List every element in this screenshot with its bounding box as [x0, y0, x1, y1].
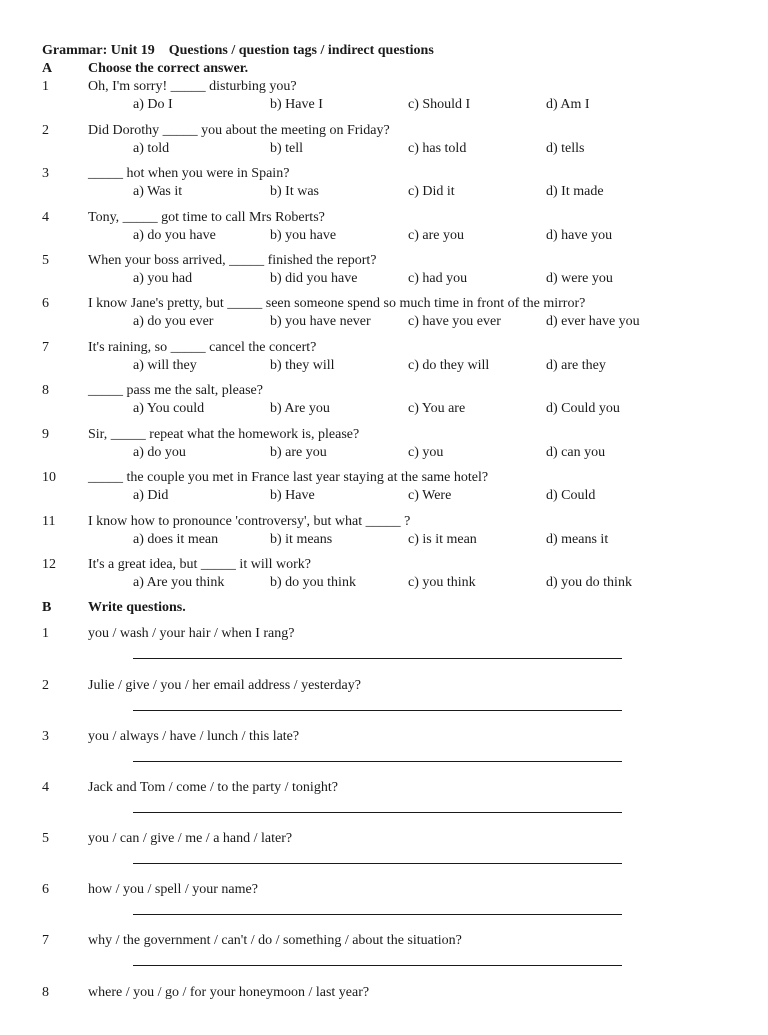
- question-number: 2: [42, 123, 49, 138]
- mc-question: [0, 514, 768, 557]
- question-number: 6: [42, 296, 49, 311]
- option-a[interactable]: a) Did: [133, 488, 169, 503]
- mc-question: [0, 470, 768, 513]
- option-b[interactable]: b) tell: [270, 141, 304, 156]
- option-a[interactable]: a) You could: [133, 401, 205, 416]
- section-b-letter: B: [42, 600, 52, 615]
- answer-options: [0, 532, 768, 552]
- question-text: Oh, I'm sorry! _____ disturbing you?: [88, 79, 297, 94]
- question-text: _____ the couple you met in France last year staying at the same hotel?: [88, 470, 489, 485]
- section-b-heading: Write questions.: [88, 600, 186, 615]
- question-number: 8: [42, 985, 49, 1000]
- question-number: 2: [42, 678, 49, 693]
- answer-options: [0, 575, 768, 595]
- question-number: 4: [42, 780, 49, 795]
- option-a[interactable]: a) will they: [133, 358, 197, 373]
- option-b[interactable]: b) Have: [270, 488, 315, 503]
- section-a-heading: Choose the correct answer.: [88, 61, 249, 76]
- option-d[interactable]: d) Could: [546, 488, 596, 503]
- option-b[interactable]: b) do you think: [270, 575, 356, 590]
- option-b[interactable]: b) Are you: [270, 401, 330, 416]
- option-c[interactable]: c) had you: [408, 271, 468, 286]
- answer-options: [0, 184, 768, 204]
- section-a-letter: A: [42, 61, 53, 76]
- question-prompt: why / the government / can't / do / something / about the situation?: [88, 933, 462, 948]
- answer-options: [0, 445, 768, 465]
- question-text: Tony, _____ got time to call Mrs Roberts?: [88, 210, 325, 225]
- option-b[interactable]: b) you have: [270, 228, 337, 243]
- question-text: When your boss arrived, _____ finished the report?: [88, 253, 377, 268]
- option-c[interactable]: c) you: [408, 445, 444, 460]
- question-text: I know how to pronounce 'controversy', but what _____ ?: [88, 514, 411, 529]
- question-number: 12: [42, 557, 56, 572]
- option-c[interactable]: c) do they will: [408, 358, 490, 373]
- question-text: Did Dorothy _____ you about the meeting on Friday?: [88, 123, 390, 138]
- question-text: I know Jane's pretty, but _____ seen someone spend so much time in front of the mirror?: [88, 296, 586, 311]
- mc-question: [0, 296, 768, 339]
- answer-line[interactable]: [133, 863, 622, 864]
- option-c[interactable]: c) are you: [408, 228, 464, 243]
- question-text: _____ pass me the salt, please?: [88, 383, 263, 398]
- option-b[interactable]: b) are you: [270, 445, 327, 460]
- write-question: [0, 985, 768, 1035]
- option-d[interactable]: d) are they: [546, 358, 606, 373]
- answer-line[interactable]: [133, 761, 622, 762]
- question-number: 5: [42, 253, 49, 268]
- option-a[interactable]: a) you had: [133, 271, 193, 286]
- question-number: 7: [42, 933, 49, 948]
- option-a[interactable]: a) told: [133, 141, 170, 156]
- option-d[interactable]: d) Am I: [546, 97, 590, 112]
- question-number: 10: [42, 470, 56, 485]
- mc-question: [0, 427, 768, 470]
- answer-options: [0, 488, 768, 508]
- option-a[interactable]: a) Do I: [133, 97, 173, 112]
- question-number: 8: [42, 383, 49, 398]
- mc-question: [0, 79, 768, 122]
- write-question: [0, 678, 768, 728]
- question-number: 1: [42, 79, 49, 94]
- question-prompt: how / you / spell / your name?: [88, 882, 258, 897]
- write-question: [0, 626, 768, 676]
- option-b[interactable]: b) it means: [270, 532, 333, 547]
- option-b[interactable]: b) you have never: [270, 314, 371, 329]
- answer-options: [0, 271, 768, 291]
- option-a[interactable]: a) does it mean: [133, 532, 219, 547]
- question-text: It's a great idea, but _____ it will work?: [88, 557, 311, 572]
- option-d[interactable]: d) can you: [546, 445, 606, 460]
- option-c[interactable]: c) is it mean: [408, 532, 477, 547]
- mc-question: [0, 340, 768, 383]
- answer-options: [0, 141, 768, 161]
- question-prompt: where / you / go / for your honeymoon / last year?: [88, 985, 370, 1000]
- write-question: [0, 831, 768, 881]
- question-prompt: you / can / give / me / a hand / later?: [88, 831, 293, 846]
- option-d[interactable]: d) It made: [546, 184, 604, 199]
- answer-line[interactable]: [133, 914, 622, 915]
- option-c[interactable]: c) Were: [408, 488, 452, 503]
- answer-line[interactable]: [133, 710, 622, 711]
- answer-line[interactable]: [133, 965, 622, 966]
- question-number: 5: [42, 831, 49, 846]
- option-b[interactable]: b) Have I: [270, 97, 323, 112]
- question-number: 3: [42, 729, 49, 744]
- question-number: 9: [42, 427, 49, 442]
- question-text: _____ hot when you were in Spain?: [88, 166, 290, 181]
- question-number: 6: [42, 882, 49, 897]
- answer-options: [0, 401, 768, 421]
- answer-options: [0, 228, 768, 248]
- question-prompt: Jack and Tom / come / to the party / tonight?: [88, 780, 338, 795]
- answer-line[interactable]: [133, 812, 622, 813]
- mc-question: [0, 557, 768, 600]
- option-d[interactable]: d) have you: [546, 228, 613, 243]
- answer-options: [0, 97, 768, 117]
- option-b[interactable]: b) It was: [270, 184, 319, 199]
- write-question: [0, 882, 768, 932]
- mc-question: [0, 210, 768, 253]
- question-number: 3: [42, 166, 49, 181]
- option-c[interactable]: c) you think: [408, 575, 476, 590]
- write-question: [0, 780, 768, 830]
- option-a[interactable]: a) do you: [133, 445, 186, 460]
- option-d[interactable]: d) means it: [546, 532, 609, 547]
- mc-question: [0, 383, 768, 426]
- option-a[interactable]: a) Was it: [133, 184, 183, 199]
- option-d[interactable]: d) tells: [546, 141, 585, 156]
- mc-question: [0, 166, 768, 209]
- question-text: It's raining, so _____ cancel the concert?: [88, 340, 317, 355]
- mc-question: [0, 253, 768, 296]
- write-question: [0, 933, 768, 983]
- answer-options: [0, 358, 768, 378]
- option-d[interactable]: d) were you: [546, 271, 613, 286]
- question-prompt: you / wash / your hair / when I rang?: [88, 626, 295, 641]
- option-a[interactable]: a) do you ever: [133, 314, 214, 329]
- question-text: Sir, _____ repeat what the homework is, please?: [88, 427, 360, 442]
- question-number: 4: [42, 210, 49, 225]
- question-number: 1: [42, 626, 49, 641]
- option-d[interactable]: d) you do think: [546, 575, 632, 590]
- question-number: 7: [42, 340, 49, 355]
- option-d[interactable]: d) Could you: [546, 401, 620, 416]
- option-c[interactable]: c) Did it: [408, 184, 455, 199]
- option-c[interactable]: c) has told: [408, 141, 467, 156]
- option-a[interactable]: a) Are you think: [133, 575, 225, 590]
- option-b[interactable]: b) did you have: [270, 271, 358, 286]
- option-b[interactable]: b) they will: [270, 358, 335, 373]
- page-title: Grammar: Unit 19 Questions / question tags / indirect questions: [42, 43, 434, 58]
- option-d[interactable]: d) ever have you: [546, 314, 640, 329]
- option-a[interactable]: a) do you have: [133, 228, 216, 243]
- question-number: 11: [42, 514, 56, 529]
- option-c[interactable]: c) have you ever: [408, 314, 501, 329]
- option-c[interactable]: c) You are: [408, 401, 466, 416]
- mc-question: [0, 123, 768, 166]
- question-prompt: you / always / have / lunch / this late?: [88, 729, 300, 744]
- question-prompt: Julie / give / you / her email address / yesterday?: [88, 678, 361, 693]
- answer-line[interactable]: [133, 658, 622, 659]
- write-question: [0, 729, 768, 779]
- option-c[interactable]: c) Should I: [408, 97, 471, 112]
- answer-options: [0, 314, 768, 334]
